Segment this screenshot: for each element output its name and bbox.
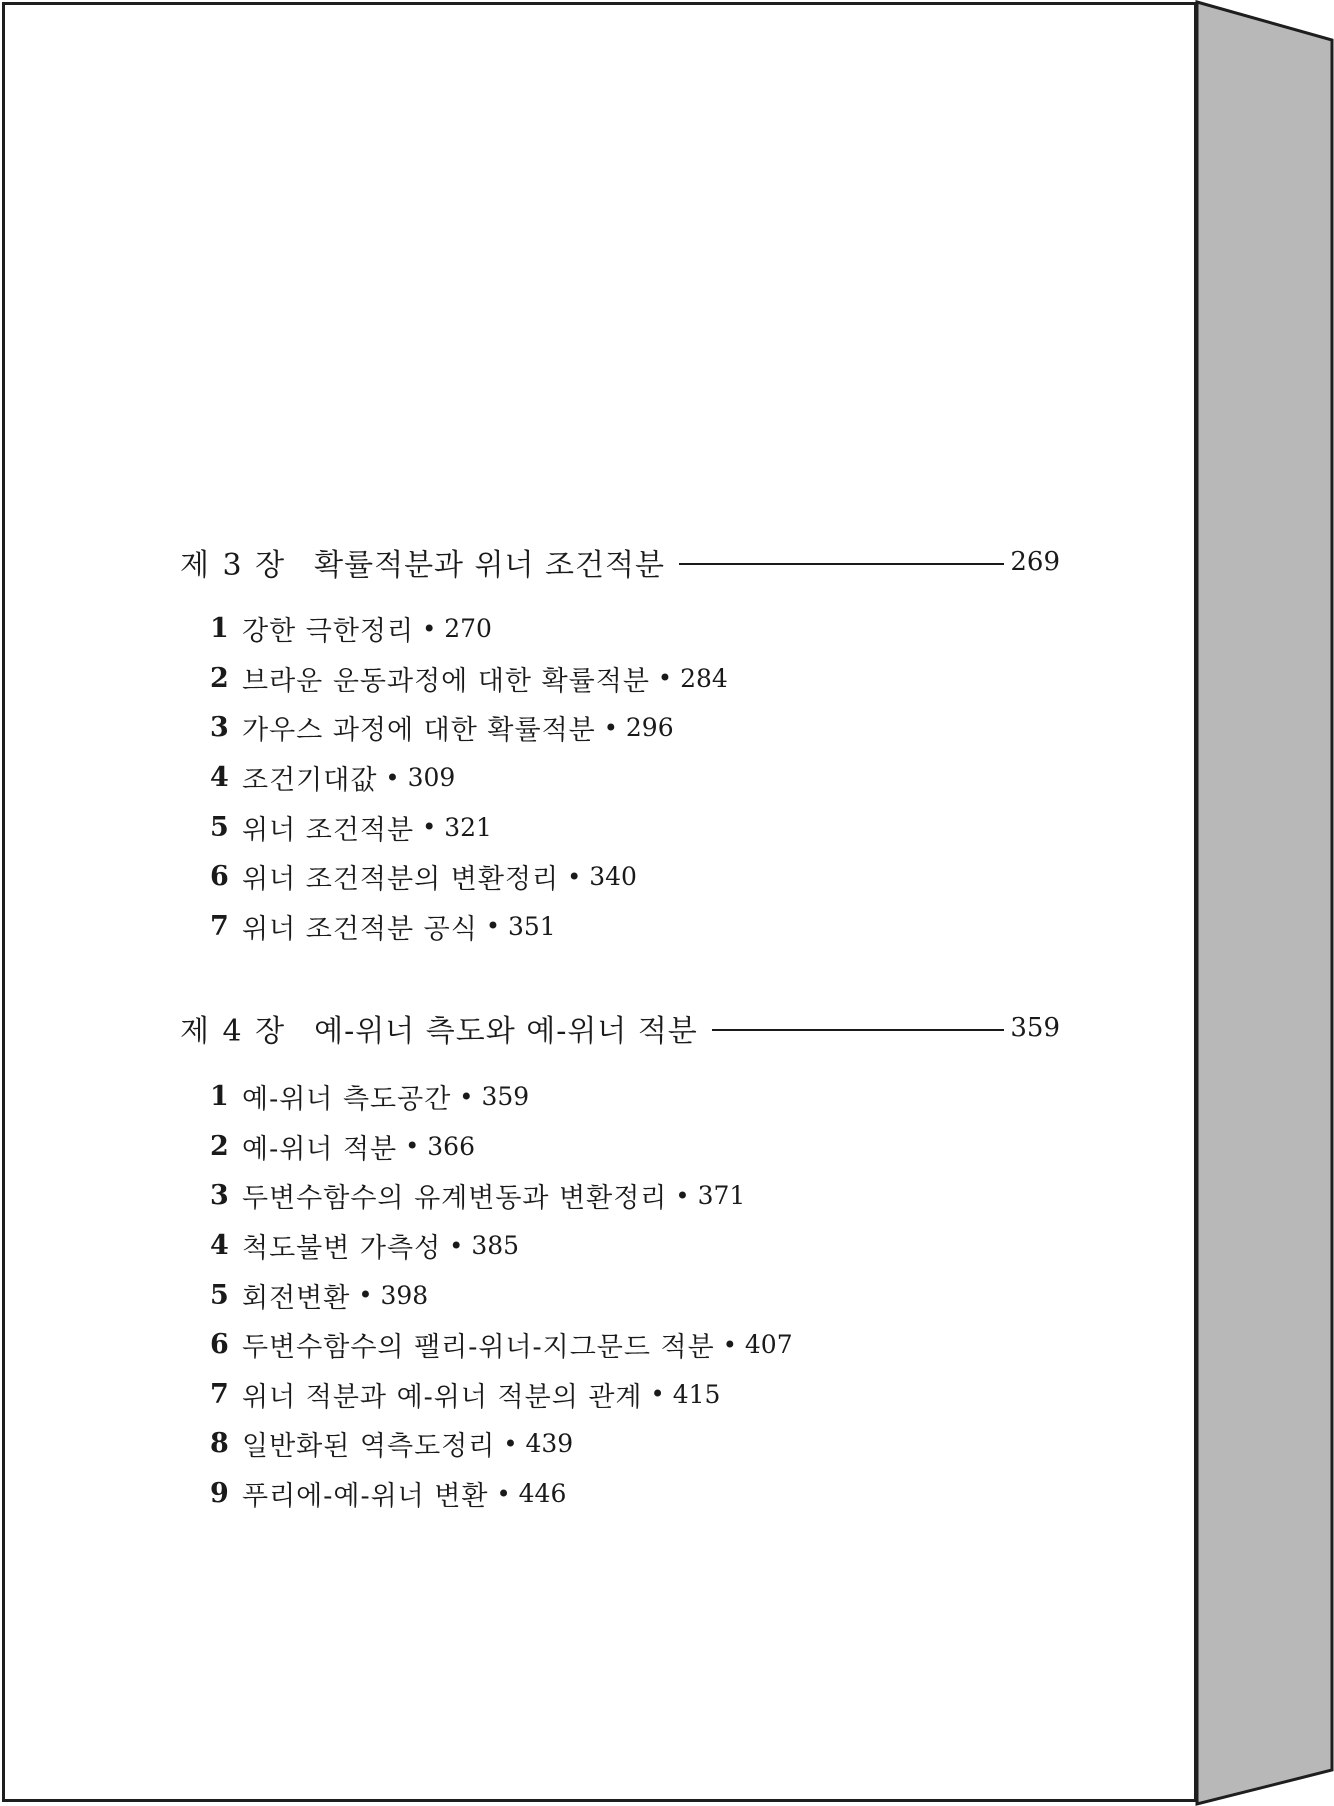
- section-page: 446: [518, 1479, 567, 1509]
- section-page: 407: [744, 1330, 793, 1360]
- section-page: 415: [672, 1379, 721, 1409]
- section-page: 366: [427, 1131, 475, 1161]
- section-page: 371: [697, 1181, 746, 1211]
- section-number: 3: [210, 712, 229, 744]
- section-page: 321: [444, 812, 492, 842]
- separator-dot: •: [449, 1231, 464, 1260]
- section-title: 두변수함수의 팰리-위너-지그문드 적분: [242, 1332, 715, 1364]
- separator-dot: •: [496, 1479, 511, 1508]
- section-page: 309: [407, 763, 456, 793]
- list-item: [210, 852, 728, 902]
- separator-dot: •: [503, 1429, 518, 1458]
- section-page: 359: [481, 1082, 530, 1112]
- separator-dot: •: [603, 713, 618, 742]
- section-title: 예-위너 적분: [242, 1133, 398, 1165]
- leader-line: [712, 1029, 1005, 1031]
- section-page: 340: [589, 862, 637, 892]
- list-item: [210, 1320, 793, 1370]
- list-item: [210, 703, 728, 753]
- section-title: 조건기대값: [242, 765, 378, 797]
- section-title: 위너 조건적분 공식: [242, 913, 478, 945]
- separator-dot: •: [405, 1132, 420, 1161]
- list-item: [210, 1419, 793, 1469]
- section-number: 5: [210, 811, 229, 843]
- section-title: 브라운 운동과정에 대한 확률적분: [242, 665, 650, 697]
- section-number: 6: [210, 861, 229, 893]
- chapter-heading: [180, 540, 1060, 584]
- list-item: [210, 1270, 793, 1320]
- list-item: [210, 1122, 793, 1172]
- chapter-number: 제 3 장: [180, 548, 287, 583]
- section-number: 4: [210, 762, 229, 794]
- section-number: 9: [210, 1478, 229, 1510]
- section-number: 6: [210, 1329, 229, 1361]
- section-number: 7: [210, 910, 229, 942]
- section-page: 439: [525, 1429, 574, 1459]
- section-number: 4: [210, 1230, 229, 1262]
- separator-dot: •: [422, 614, 437, 643]
- section-number: 7: [210, 1378, 229, 1410]
- chapter-title: 예-위너 측도와 예-위너 적분: [314, 1014, 698, 1049]
- section-number: 2: [210, 662, 229, 694]
- leader-line: [679, 563, 1004, 565]
- section-title: 위너 조건적분: [242, 814, 415, 846]
- section-list: [210, 604, 728, 951]
- section-page: 351: [507, 911, 556, 941]
- separator-dot: •: [358, 1281, 373, 1310]
- section-number: 3: [210, 1180, 229, 1212]
- separator-dot: •: [675, 1181, 690, 1210]
- section-title: 척도불변 가측성: [242, 1233, 442, 1265]
- list-item: [210, 902, 728, 952]
- list-item: [210, 802, 728, 852]
- separator-dot: •: [459, 1082, 474, 1111]
- list-item: [210, 753, 728, 803]
- section-page: 284: [680, 663, 728, 693]
- separator-dot: •: [485, 912, 500, 941]
- separator-dot: •: [385, 763, 400, 792]
- section-title: 강한 극한정리: [242, 616, 415, 648]
- separator-dot: •: [722, 1330, 737, 1359]
- section-title: 위너 적분과 예-위너 적분의 관계: [242, 1381, 643, 1413]
- section-page: 385: [471, 1231, 520, 1261]
- separator-dot: •: [422, 813, 437, 842]
- chapter-number: 제 4 장: [180, 1014, 287, 1049]
- section-title: 위너 조건적분의 변환정리: [242, 864, 560, 896]
- list-item: [210, 654, 728, 704]
- list-item: [210, 604, 728, 654]
- section-title: 일반화된 역측도정리: [242, 1431, 496, 1463]
- separator-dot: •: [657, 664, 673, 693]
- list-item: [210, 1072, 793, 1122]
- section-title: 회전변환: [242, 1282, 351, 1314]
- section-number: 2: [210, 1130, 229, 1162]
- chapter-title: 확률적분과 위너 조건적분: [314, 548, 665, 583]
- list-item: [210, 1469, 793, 1519]
- chapter-page: 269: [1010, 547, 1060, 577]
- chapter-page: 359: [1010, 1013, 1060, 1043]
- list-item: [210, 1171, 793, 1221]
- section-page: 296: [625, 713, 674, 743]
- section-title: 가우스 과정에 대한 확률적분: [242, 715, 596, 747]
- section-page: 398: [380, 1280, 429, 1310]
- section-number: 5: [210, 1279, 229, 1311]
- separator-dot: •: [567, 862, 582, 891]
- section-title: 두변수함수의 유계변동과 변환정리: [242, 1183, 668, 1215]
- list-item: [210, 1221, 793, 1271]
- section-number: 1: [210, 613, 229, 645]
- section-title: 푸리에-예-위너 변환: [242, 1481, 489, 1513]
- list-item: [210, 1370, 793, 1420]
- section-page: 270: [444, 614, 492, 644]
- section-number: 1: [210, 1081, 229, 1113]
- section-number: 8: [210, 1428, 229, 1460]
- section-list: [210, 1072, 793, 1518]
- section-title: 예-위너 측도공간: [242, 1084, 452, 1116]
- chapter-heading: [180, 1006, 1060, 1050]
- separator-dot: •: [650, 1380, 665, 1409]
